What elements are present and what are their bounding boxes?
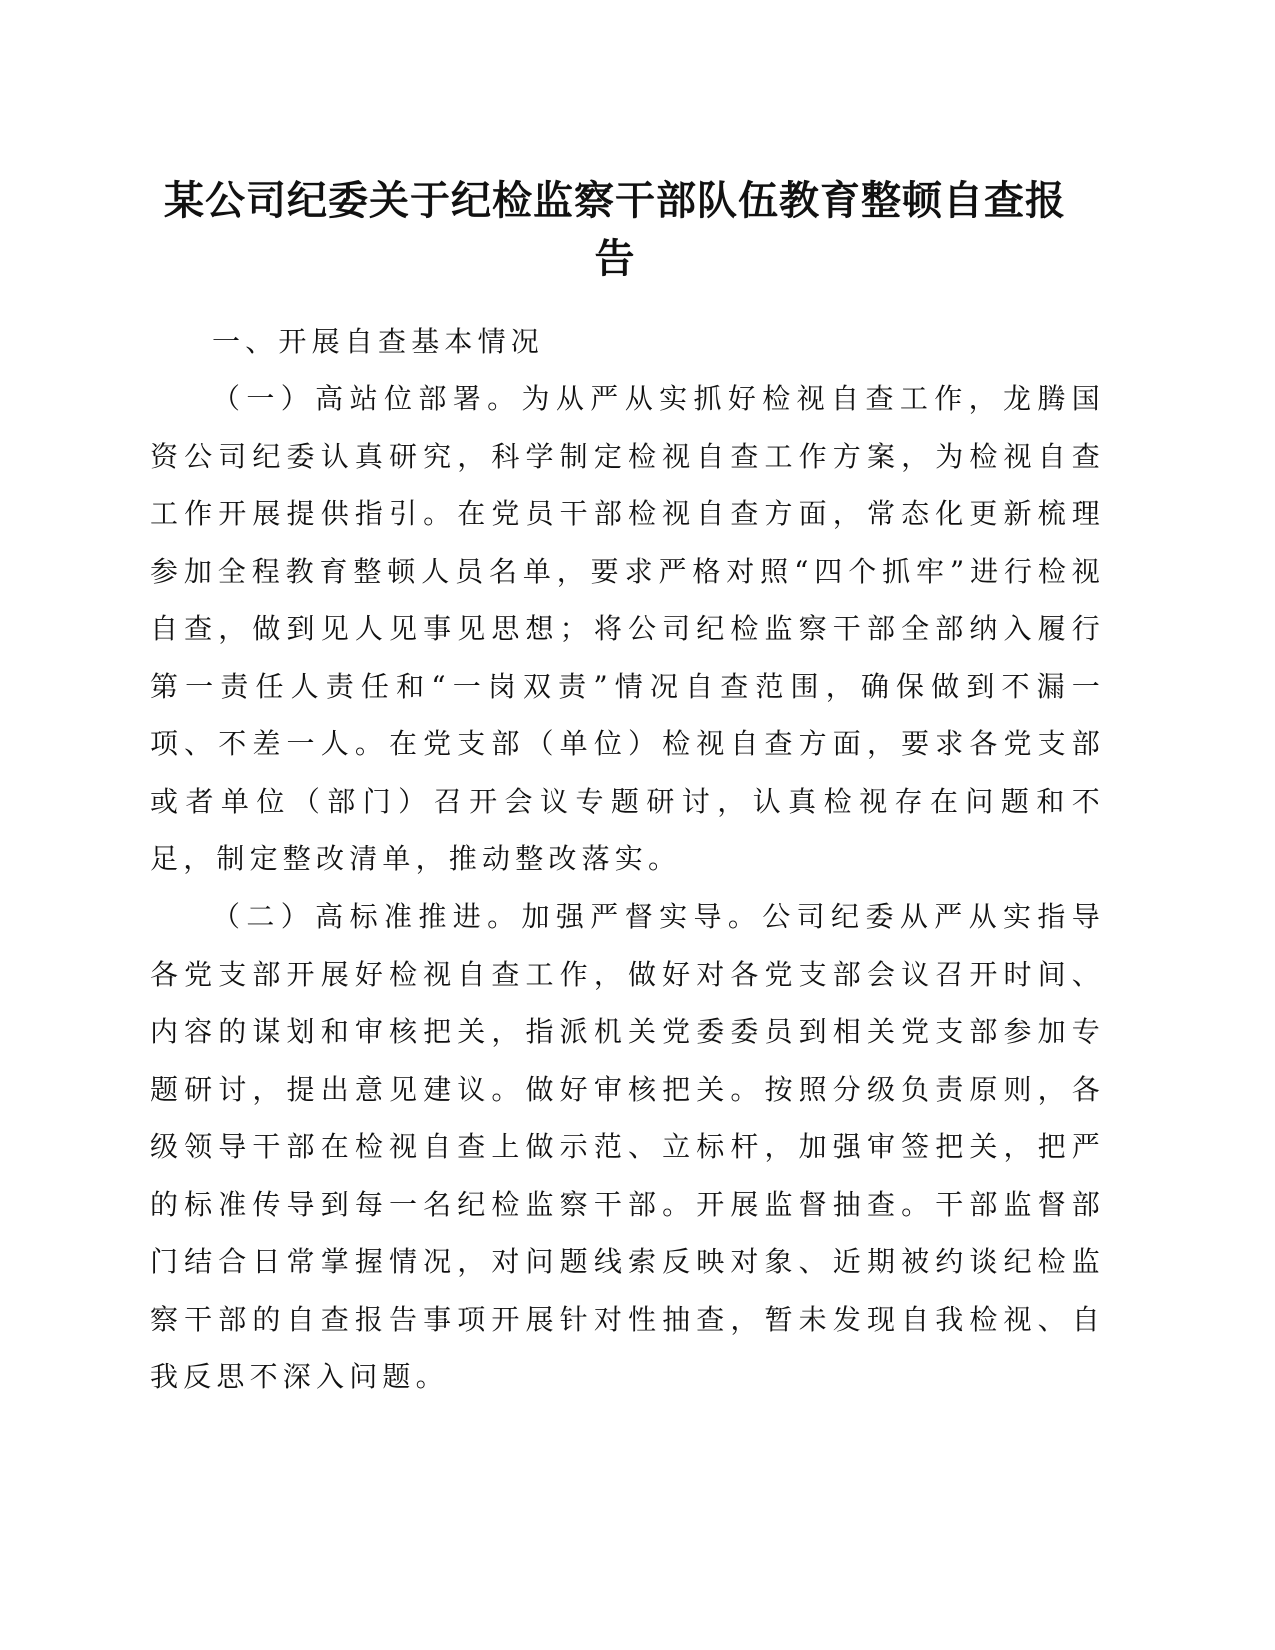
paragraph-high-standard-advancement: （二）高标准推进。加强严督实导。公司纪委从严从实指导各党支部开展好检视自查工作，做好对各党支部会议召开时间、内容的谋划和审核把关，指派机关党委委员到相关党支部参加专题研讨，提出意见建议。做好审核把关。按照分级负责原则，各级领导干部在检视自查上做示范、立标杆，加强审签把关，把严的标准传导到每一名纪检监察干部。开展监督抽查。干部监督部门结合日常掌握情况，对问题线索反映对象、近期被约谈纪检监察干部的自查报告事项开展针对性抽查，暂未发现自我检视、自我反思不深入问题。 xyxy=(150,900,1105,1393)
section-heading: 一、开展自查基本情况 xyxy=(212,325,545,358)
paragraph-high-position-deployment: （一）高站位部署。为从严从实抓好检视自查工作，龙腾国资公司纪委认真研究，科学制定检视自查工作方案，为检视自查工作开展提供指引。在党员干部检视自查方面，常态化更新梳理参加全程教育整顿人员名单，要求严格对照“四个抓牢”进行检视自查，做到见人见事见思想；将公司纪检监察干部全部纳入履行第一责任人责任和“一岗双责”情况自查范围，确保做到不漏一项、不差一人。在党支部（单位）检视自查方面，要求各党支部或者单位（部门）召开会议专题研讨，认真检视存在问题和不足，制定整改清单，推动整改落实。 xyxy=(150,382,1105,875)
document-title: 某公司纪委关于纪检监察干部队伍教育整顿自查报告 xyxy=(164,178,1066,282)
